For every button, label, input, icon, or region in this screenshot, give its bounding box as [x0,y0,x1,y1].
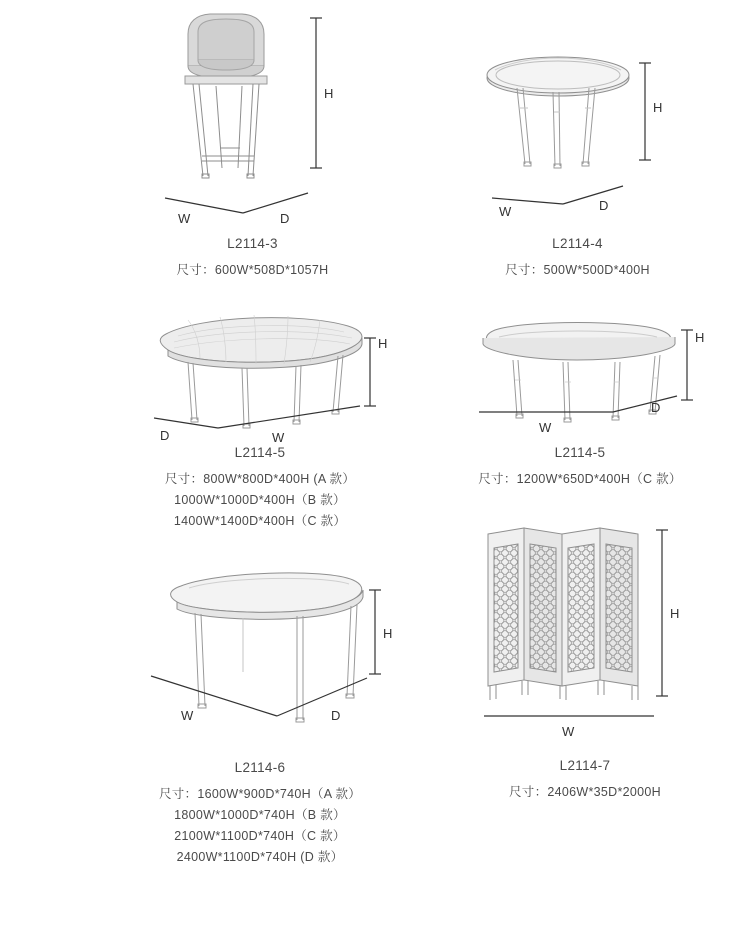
axis-label-w: W [562,724,575,739]
drawing-folding-screen [460,508,710,758]
axis-label-w: W [181,708,194,723]
axis-label-d: D [331,708,341,723]
product-code: L2114-7 [559,758,611,773]
product-dimension: 尺寸：600W*508D*1057H [176,263,329,277]
axis-label-h: H [383,626,393,641]
axis-label-d: D [651,400,661,415]
axis-label-h: H [324,86,334,101]
figure-low-round-table [130,300,390,445]
caption-bar-stool [130,236,375,281]
product-code: L2114-3 [227,236,278,251]
product-cell-side-table [455,8,700,281]
caption-dining-table [125,760,395,868]
product-cell-folding-screen [460,508,710,803]
product-code: L2114-4 [552,236,603,251]
drawing-side-table [455,8,700,236]
caption-folding-screen [460,758,710,803]
product-dimension: 尺寸：1600W*900D*740H（A 款） [158,787,362,801]
product-dimension: 1400W*1400D*400H（C 款） [173,514,347,528]
axis-label-h: H [653,100,663,115]
caption-oval-coffee-table [455,445,705,490]
product-cell-dining-table [125,550,395,868]
figure-oval-coffee-table [455,300,705,445]
axis-label-w: W [499,204,512,219]
product-dimension: 尺寸：1200W*650D*400H（C 款） [478,472,682,486]
product-dimension: 尺寸：2406W*35D*2000H [508,785,661,799]
axis-label-w: W [178,211,191,226]
axis-label-d: D [280,211,290,226]
product-dimension: 1800W*1000D*740H（B 款） [174,808,346,822]
figure-side-table [455,8,700,236]
product-dimension: 尺寸：500W*500D*400H [505,263,650,277]
drawing-low-round-table [130,300,390,445]
product-cell-bar-stool [130,8,375,281]
drawing-oval-coffee-table [455,300,705,445]
drawing-bar-stool [130,8,375,236]
drawing-dining-table [125,550,395,760]
axis-label-w: W [272,430,285,445]
product-code: L2114-5 [234,445,286,460]
product-dimension: 2100W*1100D*740H（C 款） [174,829,346,843]
product-code: L2114-5 [554,445,606,460]
axis-label-w: W [539,420,552,435]
axis-label-h: H [695,330,705,345]
product-cell-oval-coffee-table [455,300,705,490]
figure-dining-table [125,550,395,760]
product-dimension: 尺寸：800W*800D*400H (A 款） [164,472,356,486]
figure-bar-stool [130,8,375,236]
axis-label-h: H [670,606,680,621]
axis-label-d: D [599,198,609,213]
product-cell-low-round-table [130,300,390,532]
caption-side-table [455,236,700,281]
product-dimension: 2400W*1100D*740H (D 款） [176,850,344,864]
caption-low-round-table [130,445,390,532]
axis-label-h: H [378,336,388,351]
axis-label-d: D [160,428,170,443]
product-code: L2114-6 [234,760,286,775]
product-dimension: 1000W*1000D*400H（B 款） [174,493,346,507]
figure-folding-screen [460,508,710,758]
